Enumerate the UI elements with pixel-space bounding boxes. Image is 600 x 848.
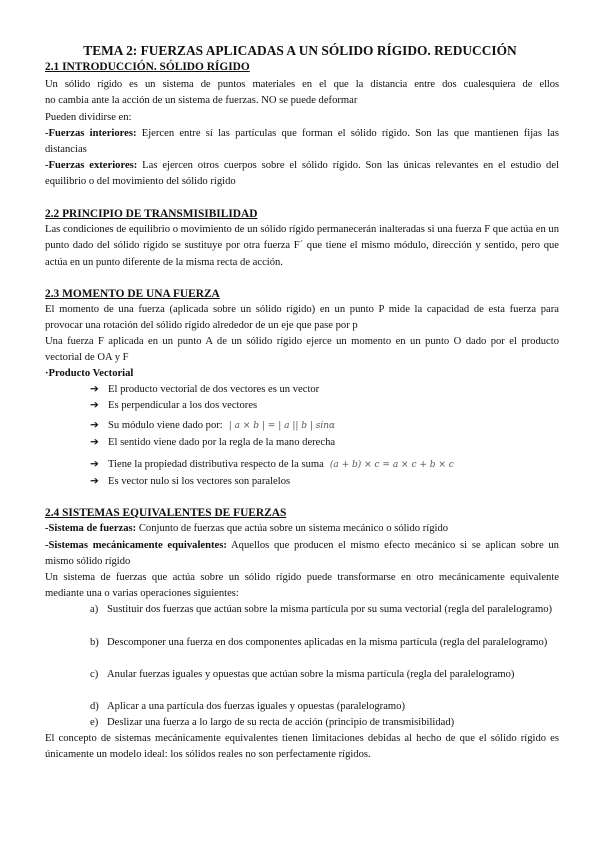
s3-paragraph-2: Una fuerza F aplicada en un punto A de un sólido rígido ejerce un momento en un punto O dado por el producto vectorial de OA y F: [45, 336, 559, 364]
arrow-right-icon: ➔: [90, 476, 99, 487]
section-heading-2-4: 2.4 SISTEMAS EQUIVALENTES DE FUERZAS: [45, 507, 287, 519]
list-item: ➔ Es perpendicular a los dos vectores: [90, 398, 257, 414]
section-heading-2-3: 2.3 MOMENTO DE UNA FUERZA: [45, 288, 220, 300]
list-item: c) Anular fuerzas iguales y opuestas que actúan sobre la misma partícula (regla del paralelogramo): [90, 669, 515, 680]
list-item: ➔ Es vector nulo si los vectores son paralelos: [90, 474, 290, 490]
s1-line2: no cambia ante la acción de un sistema de fuerzas. NO se puede deformar: [45, 95, 358, 106]
exterior-forces-label: -Fuerzas exteriores:: [45, 160, 138, 171]
s4-equivalent-systems: [45, 538, 559, 571]
list-item: ➔ El sentido viene dado por la regla de la mano derecha: [90, 435, 335, 451]
arrow-right-icon: ➔: [90, 384, 99, 395]
s4-force-system: [45, 521, 559, 537]
arrow-right-icon: ➔: [90, 420, 99, 431]
list-item: ➔ Su módulo viene dado por: | a × b | = | a || b | sinα: [90, 418, 335, 434]
list-item: e) Deslizar una fuerza a lo largo de su recta de acción (principio de transmisibilidad): [90, 717, 455, 728]
s3-paragraph-1: El momento de una fuerza (aplicada sobre un sólido rígido) en un punto P mide la capacidad de esta fuerza para provocar una rotación del sólido rígido alrededor de un eje que pase por p: [45, 304, 559, 332]
arrow-right-icon: ➔: [90, 459, 99, 470]
s4-closing: El concepto de sistemas mecánicamente equivalentes tienen limitaciones debidas al hecho de que el sólido rígido es únicamente un modelo ideal: los sólidos reales no son perfectamente rígidos.: [45, 733, 559, 761]
s1-exterior-forces: [45, 158, 559, 191]
list-item: d) Aplicar a una partícula dos fuerzas iguales y opuestas (paralelogramo): [90, 701, 405, 712]
distributive-formula: (a + b) × c = a × c + b × c: [329, 460, 454, 470]
list-item: ➔ Tiene la propiedad distributiva respecto de la suma (a + b) × c = a × c + b × c: [90, 457, 454, 473]
arrow-right-icon: ➔: [90, 400, 99, 411]
s1-interior-forces: [45, 126, 559, 159]
list-item: a) Sustituir dos fuerzas que actúan sobre la misma partícula por su suma vectorial (regla del paralelogramo): [90, 604, 553, 615]
section-heading-2-1: 2.1 INTRODUCCIÓN. SÓLIDO RÍGIDO: [45, 61, 250, 73]
document-title: TEMA 2: FUERZAS APLICADAS A UN SÓLIDO RÍGIDO. REDUCCIÓN: [83, 43, 517, 58]
s4-intro: Un sistema de fuerzas que actúa sobre un sólido rígido puede transformarse en otro mecánicamente equivalente mediante una o varias operaciones siguientes:: [45, 572, 559, 600]
list-item: b) Descomponer una fuerza en dos componentes aplicadas en la misma partícula (regla del paralelogramo): [90, 637, 548, 648]
equivalent-systems-text: Aquellos que producen el mismo efecto mecánico si se aplican sobre un mismo sólido rígido: [45, 540, 559, 568]
force-system-text: Conjunto de fuerzas que actúa sobre un sistema mecánico o sólido rígido: [136, 523, 449, 534]
modulus-formula: | a × b | = | a || b | sinα: [228, 421, 336, 431]
interior-forces-label: -Fuerzas interiores:: [45, 128, 137, 139]
interior-forces-text: Ejercen entre sí las partículas que forman el sólido rígido. Son las que mantienen fijas las distancias: [45, 128, 559, 156]
s1-line3: Pueden dividirse en:: [45, 112, 132, 123]
section-heading-2-2: 2.2 PRINCIPIO DE TRANSMISIBILIDAD: [45, 208, 258, 220]
s2-paragraph: Las condiciones de equilibrio o movimiento de un sólido rígido permanecerán inalteradas si una fuerza F que actúa en un punto dado del sólido rígido se sustituye por otra fuerza F´ que tiene el mismo módulo, dirección y sentido, pero que actúa en un punto diferente de la misma recta de acción.: [45, 224, 559, 268]
arrow-right-icon: ➔: [90, 437, 99, 448]
equivalent-systems-label: -Sistemas mecánicamente equivalentes:: [45, 540, 227, 551]
exterior-forces-text: Las ejercen otros cuerpos sobre el sólido rígido. Son las únicas relevantes en el estudio del equilibrio o del movimiento del sólido rígido: [45, 160, 559, 188]
s1-line1: Un sólido rígido es un sistema de puntos materiales en el que la distancia entre dos cualesquiera de ellos: [45, 79, 559, 90]
list-item: ➔ El producto vectorial de dos vectores es un vector: [90, 382, 319, 398]
s3-subheading: ·Producto Vectorial: [45, 368, 134, 379]
force-system-label: -Sistema de fuerzas:: [45, 523, 137, 534]
